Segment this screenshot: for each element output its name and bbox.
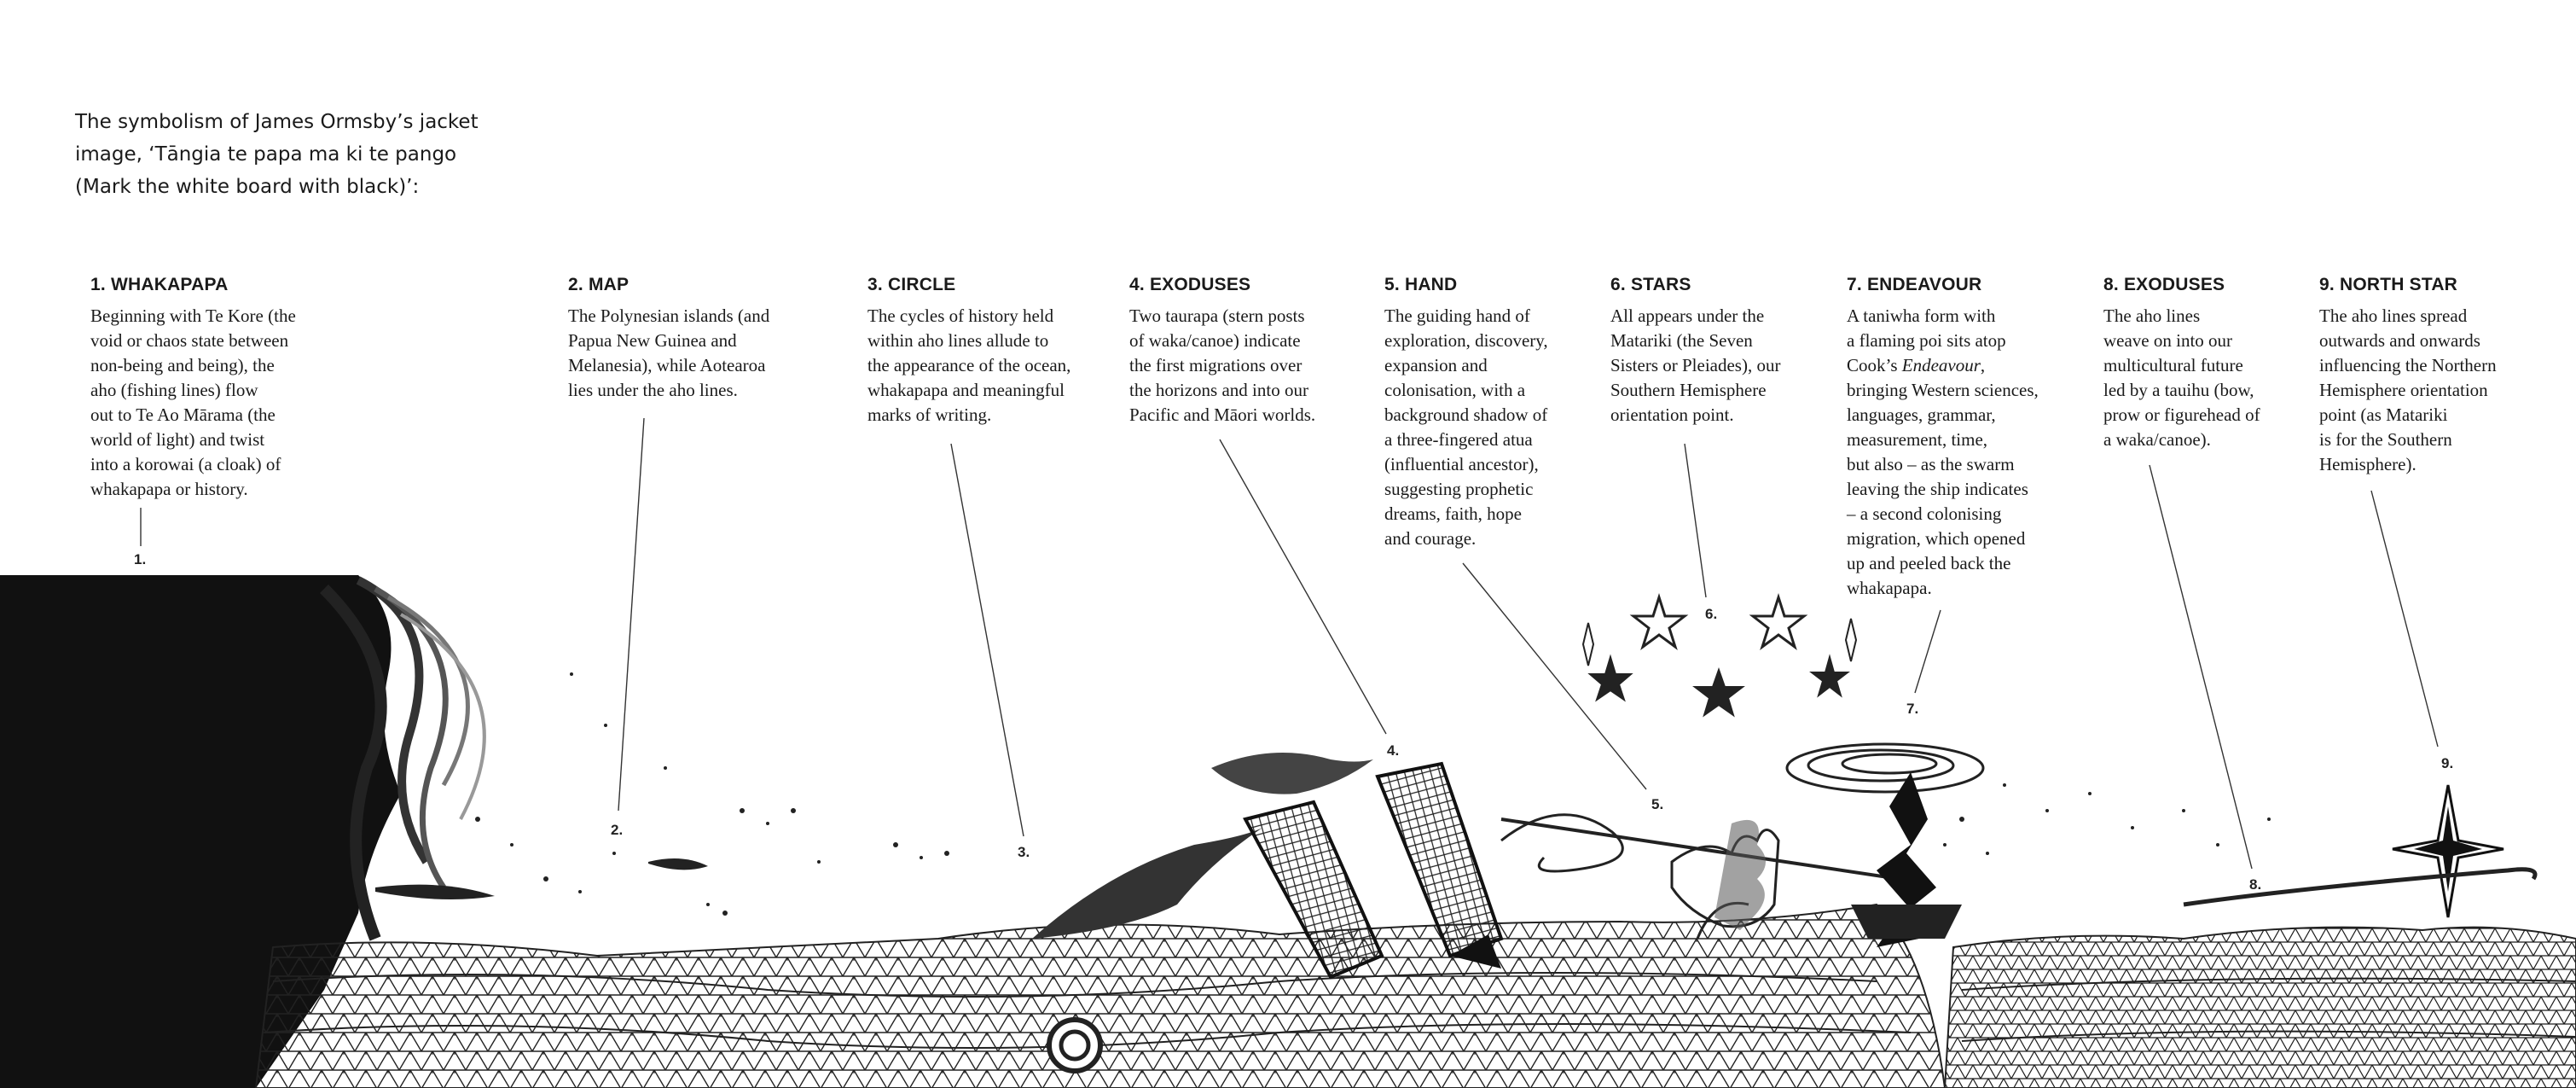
marker-4: 4. — [1387, 742, 1400, 759]
annotation-line: influencing the Northern — [2319, 355, 2497, 375]
marker-3: 3. — [1018, 844, 1030, 860]
annotation-line: within aho lines allude to — [867, 330, 1049, 351]
annotation-hand — [1384, 275, 1548, 551]
leader-lines — [141, 418, 2438, 869]
annotation-body — [2319, 304, 2497, 477]
patterned-waves-right — [1945, 928, 2576, 1088]
annotation-north-star — [2319, 275, 2497, 477]
annotation-body — [1129, 304, 1315, 428]
marker-5: 5. — [1651, 796, 1664, 812]
annotation-title: 9. NORTH STAR — [2319, 275, 2458, 294]
ink-speckles — [475, 672, 2271, 916]
annotation-line: colonisation, with a — [1384, 380, 1526, 400]
annotation-line: out to Te Ao Mārama (the — [90, 404, 276, 425]
annotation-line: – a second colonising — [1847, 503, 2002, 524]
annotation-line: A taniwha form with — [1847, 305, 1996, 326]
annotation-line: prow or figurehead of — [2103, 404, 2260, 425]
annotation-title: 4. EXODUSES — [1129, 275, 1251, 294]
annotation-title: 5. HAND — [1384, 275, 1458, 294]
annotation-line: whakapapa or history. — [90, 479, 248, 499]
annotation-body — [867, 304, 1070, 428]
annotation-line: the horizons and into our — [1129, 380, 1308, 400]
annotation-line: whakapapa. — [1847, 578, 1932, 598]
annotation-line: Cook’s Endeavour, — [1847, 355, 1986, 375]
annotation-line: (influential ancestor), — [1384, 454, 1539, 474]
annotation-line: Matariki (the Seven — [1610, 330, 1753, 351]
annotation-line: led by a tauihu (bow, — [2103, 380, 2254, 400]
annotation-title: 6. STARS — [1610, 275, 1691, 294]
annotation-line: Pacific and Māori worlds. — [1129, 404, 1316, 425]
annotation-line: measurement, time, — [1847, 429, 1988, 450]
intro-line: The symbolism of James Ormsby’s jacket — [75, 111, 479, 133]
annotation-line: Hemisphere orientation — [2319, 380, 2488, 400]
marker-2: 2. — [611, 822, 624, 838]
annotation-line: Southern Hemisphere — [1610, 380, 1767, 400]
annotation-line: is for the Southern — [2319, 429, 2452, 450]
annotation-body — [2103, 304, 2260, 452]
annotation-line: a three-fingered atua — [1384, 429, 1533, 450]
annotation-line: migration, which opened — [1847, 528, 2026, 549]
annotation-whakapapa — [90, 275, 296, 502]
annotation-line: marks of writing. — [867, 404, 992, 425]
annotation-line: point (as Matariki — [2319, 404, 2448, 425]
intro-line: (Mark the white board with black)’: — [75, 176, 420, 198]
annotation-line: Melanesia), while Aotearoa — [568, 355, 766, 375]
intro-line: image, ‘Tāngia te papa ma ki te pango — [75, 143, 457, 166]
matariki-stars — [1583, 597, 1856, 715]
annotation-line: non-being and being), the — [90, 355, 275, 375]
patterned-waves — [256, 905, 1945, 1088]
annotation-line: The guiding hand of — [1384, 305, 1530, 326]
annotation-line: weave on into our — [2103, 330, 2233, 351]
marker-8: 8. — [2249, 876, 2262, 893]
annotation-body — [568, 304, 769, 403]
annotation-endeavour — [1847, 275, 2039, 601]
intro-heading — [75, 106, 479, 203]
annotation-line: The cycles of history held — [867, 305, 1054, 326]
annotation-body — [1610, 304, 1780, 428]
annotation-map — [568, 275, 769, 403]
annotation-line: bringing Western sciences, — [1847, 380, 2039, 400]
annotation-title: 1. WHAKAPAPA — [90, 275, 229, 294]
annotation-line: The aho lines — [2103, 305, 2201, 326]
annotation-line: orientation point. — [1610, 404, 1734, 425]
annotation-line: the appearance of the ocean, — [867, 355, 1071, 375]
annotation-line: up and peeled back the — [1847, 553, 2011, 573]
annotation-circle — [867, 275, 1070, 428]
circle-symbol — [1049, 1020, 1100, 1071]
annotation-line: into a korowai (a cloak) of — [90, 454, 281, 474]
marker-6: 6. — [1705, 606, 1718, 622]
annotation-title: 7. ENDEAVOUR — [1847, 275, 1982, 294]
annotation-line: Beginning with Te Kore (the — [90, 305, 296, 326]
annotation-line: expansion and — [1384, 355, 1488, 375]
annotation-line: All appears under the — [1610, 305, 1765, 326]
annotation-line: Papua New Guinea and — [568, 330, 737, 351]
annotation-line: exploration, discovery, — [1384, 330, 1548, 351]
annotation-line: Sisters or Pleiades), our — [1610, 355, 1781, 375]
annotation-exoduses — [1129, 275, 1315, 428]
annotation-exoduses-future — [2103, 275, 2260, 452]
annotation-line: lies under the aho lines. — [568, 380, 738, 400]
north-star — [2184, 785, 2535, 917]
annotation-line: background shadow of — [1384, 404, 1548, 425]
annotation-line: aho (fishing lines) flow — [90, 380, 258, 400]
annotation-line: of waka/canoe) indicate — [1129, 330, 1301, 351]
annotation-line: leaving the ship indicates — [1847, 479, 2028, 499]
annotation-body — [1384, 304, 1548, 551]
annotation-line: outwards and onwards — [2319, 330, 2480, 351]
annotation-title: 8. EXODUSES — [2103, 275, 2225, 294]
annotation-line: Hemisphere). — [2319, 454, 2416, 474]
annotation-line: languages, grammar, — [1847, 404, 1996, 425]
annotation-line: The aho lines spread — [2319, 305, 2468, 326]
annotation-line: suggesting prophetic — [1384, 479, 1534, 499]
feather-plume — [1032, 828, 1262, 939]
annotation-line: dreams, faith, hope — [1384, 503, 1522, 524]
marker-1: 1. — [134, 551, 147, 567]
marker-9: 9. — [2441, 755, 2454, 771]
marker-7: 7. — [1906, 701, 1919, 717]
annotation-line: a flaming poi sits atop — [1847, 330, 2006, 351]
atua-shadow — [1714, 820, 1766, 930]
annotation-body — [90, 304, 296, 502]
annotation-line: whakapapa and meaningful — [867, 380, 1065, 400]
annotation-line: but also – as the swarm — [1847, 454, 2015, 474]
annotation-title: 2. MAP — [568, 275, 629, 294]
annotation-title: 3. CIRCLE — [867, 275, 956, 294]
annotation-body — [1847, 304, 2039, 601]
annotation-line: Two taurapa (stern posts — [1129, 305, 1305, 326]
annotation-line: world of light) and twist — [90, 429, 265, 450]
ink-splatter — [375, 885, 495, 899]
annotation-line: the first migrations over — [1129, 355, 1303, 375]
annotation-line: multicultural future — [2103, 355, 2243, 375]
annotation-stars — [1610, 275, 1780, 428]
annotation-line: void or chaos state between — [90, 330, 289, 351]
feather-plume — [1211, 753, 1373, 794]
annotation-line: and courage. — [1384, 528, 1477, 549]
ink-splatter — [648, 858, 708, 870]
annotation-line: a waka/canoe). — [2103, 429, 2211, 450]
annotation-line: The Polynesian islands (and — [568, 305, 770, 326]
